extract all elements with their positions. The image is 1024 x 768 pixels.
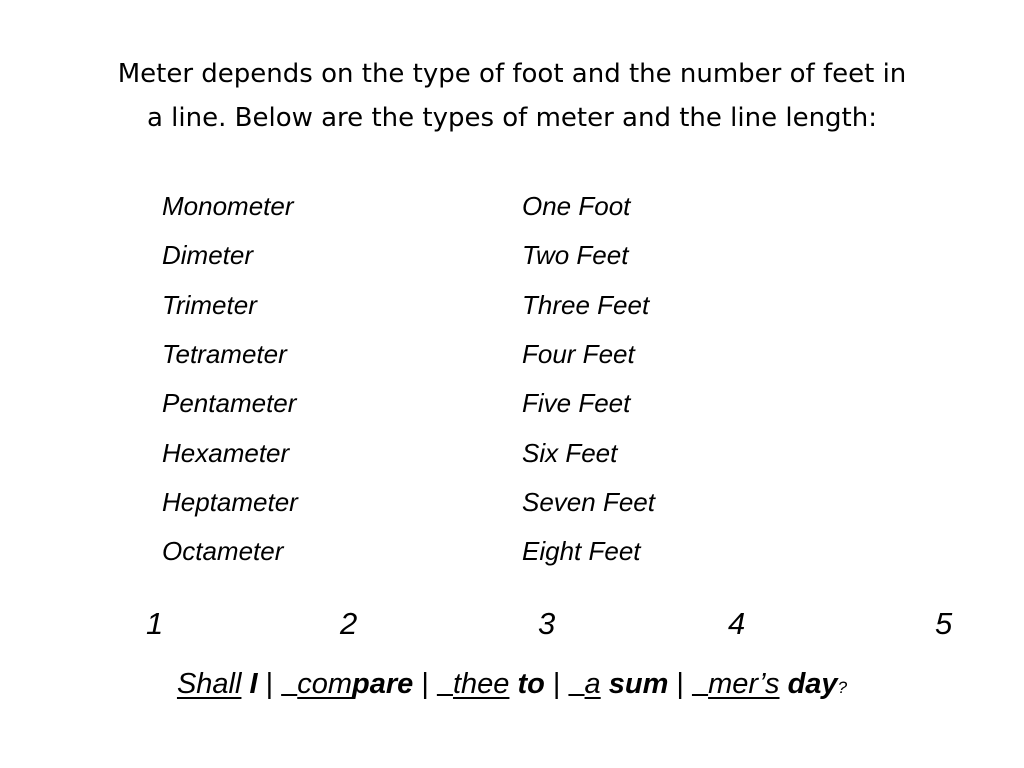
meter-length: Five Feet bbox=[522, 388, 631, 419]
unstressed-syllable: Shall bbox=[176, 668, 242, 700]
foot-separator: | bbox=[676, 668, 684, 700]
unstressed-syllable: thee bbox=[452, 668, 510, 700]
meter-row bbox=[162, 281, 882, 330]
meter-name: Heptameter bbox=[162, 486, 298, 517]
meter-row bbox=[162, 478, 882, 527]
meter-name: Pentameter bbox=[162, 388, 297, 419]
stressed-syllable: sum bbox=[608, 668, 669, 700]
stressed-syllable: day bbox=[787, 668, 838, 700]
meter-length: Three Feet bbox=[522, 289, 650, 320]
unstressed-syllable: a bbox=[584, 668, 601, 700]
meter-row bbox=[162, 182, 882, 231]
foot-separator: | bbox=[421, 668, 429, 700]
meter-length: Eight Feet bbox=[522, 536, 641, 567]
unstressed-syllable: mer’s bbox=[708, 668, 780, 700]
meter-table bbox=[162, 182, 882, 576]
meter-name: Hexameter bbox=[162, 437, 290, 468]
foot-number: 4 bbox=[728, 606, 746, 641]
foot-number: 3 bbox=[538, 606, 556, 641]
foot-number: 5 bbox=[935, 606, 953, 641]
end-punctuation: ? bbox=[837, 678, 848, 697]
meter-row bbox=[162, 231, 882, 280]
stressed-syllable: pare bbox=[352, 668, 414, 700]
foot-separator: | bbox=[265, 668, 274, 700]
intro-text bbox=[40, 52, 984, 140]
meter-name: Dimeter bbox=[162, 240, 254, 271]
intro-line-1: Meter depends on the type of foot and the number of feet in bbox=[117, 59, 907, 89]
intro-line-2: a line. Below are the types of meter and the line length: bbox=[146, 103, 877, 133]
stressed-syllable: to bbox=[517, 668, 545, 700]
unstressed-syllable: com bbox=[297, 668, 353, 700]
foot-separator: | bbox=[552, 668, 561, 700]
meter-row bbox=[162, 379, 882, 428]
stressed-syllable: I bbox=[249, 668, 258, 700]
scansion-line bbox=[0, 668, 1024, 701]
meter-row bbox=[162, 330, 882, 379]
meter-name: Trimeter bbox=[162, 289, 257, 320]
meter-length: One Foot bbox=[522, 191, 631, 222]
meter-name: Tetrameter bbox=[162, 339, 287, 370]
meter-row bbox=[162, 527, 882, 576]
meter-length: Two Feet bbox=[522, 240, 629, 271]
meter-name: Monometer bbox=[162, 191, 294, 222]
foot-numbers bbox=[0, 606, 1024, 650]
meter-length: Six Feet bbox=[522, 437, 618, 468]
meter-length: Seven Feet bbox=[522, 486, 655, 517]
meter-name: Octameter bbox=[162, 536, 284, 567]
foot-number: 1 bbox=[146, 606, 164, 641]
foot-number: 2 bbox=[340, 606, 358, 641]
meter-row bbox=[162, 428, 882, 477]
meter-length: Four Feet bbox=[522, 339, 635, 370]
